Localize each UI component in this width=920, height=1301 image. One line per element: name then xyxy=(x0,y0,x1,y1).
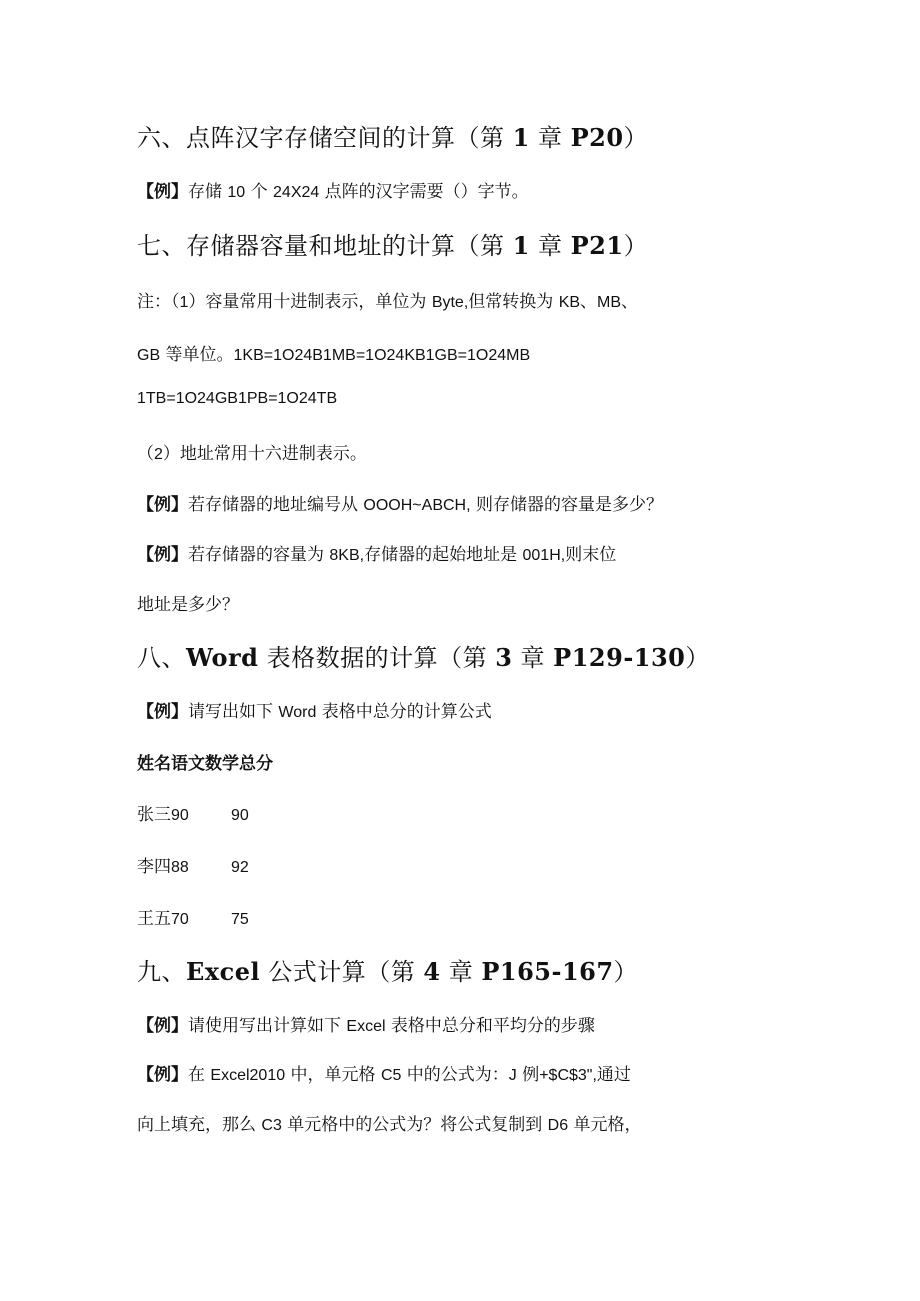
example-tag: 【例】 xyxy=(137,182,188,202)
heading-page: P21 xyxy=(570,231,624,260)
heading-text: ） xyxy=(685,644,710,672)
text: 地址是多少？ xyxy=(137,595,239,615)
row-score2: 92 xyxy=(231,859,249,876)
text: 存储器的起始地址是 xyxy=(364,545,523,565)
text: 点阵的汉字需要（）字节。 xyxy=(319,182,529,202)
text: 通过 xyxy=(596,1065,631,1085)
row-score2: 90 xyxy=(231,807,249,824)
section9-heading xyxy=(137,952,638,987)
heading-text: 六、点阵汉字存储空间的计算（第 xyxy=(137,124,513,152)
heading-text: 公式计算（第 xyxy=(260,958,424,986)
heading-text: 章 xyxy=(440,958,482,986)
text: 、 xyxy=(580,292,598,312)
text: KB xyxy=(558,294,581,311)
text: 表格中总分和平均分的步骤 xyxy=(385,1016,595,1036)
row-score1: 88 xyxy=(171,859,189,876)
row-name: 李四 xyxy=(137,857,171,877)
text: （ xyxy=(137,444,154,464)
text: ）地址常用十六进制表示。 xyxy=(162,444,367,464)
heading-text: 八、 xyxy=(137,644,186,672)
text: 1KB=1O24B1MB=1O24KB1GB=1O24MB xyxy=(233,347,531,364)
text: 存储 xyxy=(188,182,228,202)
text: 若存储器的地址编号从 xyxy=(188,495,364,515)
text: 例 xyxy=(516,1065,540,1085)
text: 姓名语文数学总分 xyxy=(137,754,273,774)
heading-text: ） xyxy=(623,232,649,260)
table-header xyxy=(137,749,273,774)
text: 8KB, xyxy=(329,547,365,564)
row-score1: 70 xyxy=(171,911,189,928)
text: C5 xyxy=(380,1067,402,1084)
heading-text: 章 xyxy=(529,232,571,260)
heading-text: 章 xyxy=(512,644,554,672)
text: 001H, xyxy=(522,547,566,564)
text: +$C$3", xyxy=(539,1067,597,1084)
heading-chapter: 3 xyxy=(495,643,513,672)
text: 个 xyxy=(245,182,274,202)
text: 等单位。 xyxy=(160,345,234,365)
section9-example2-cont xyxy=(137,1110,642,1135)
row-score2: 75 xyxy=(231,911,249,928)
text: D6 xyxy=(547,1117,569,1134)
heading-text: 七、存储器容量和地址的计算（第 xyxy=(137,232,513,260)
text: MB xyxy=(597,294,622,311)
text: 1 xyxy=(179,294,189,311)
text: Byte, xyxy=(431,294,469,311)
text: 在 xyxy=(188,1065,211,1085)
text: 、 xyxy=(621,292,639,312)
text: 1TB=1O24GB1PB=1O24TB xyxy=(137,390,338,407)
text: 2 xyxy=(154,446,163,463)
text: C3 xyxy=(261,1117,282,1134)
section7-example2-cont xyxy=(137,590,239,615)
text: 24X24 xyxy=(273,184,320,201)
example-tag: 【例】 xyxy=(137,1016,188,1036)
example-tag: 【例】 xyxy=(137,495,188,515)
text: 10 xyxy=(227,184,246,201)
heading-page: P165-167 xyxy=(481,957,614,986)
table-row xyxy=(137,852,249,877)
text: 中，单元格 xyxy=(285,1065,381,1085)
text: 单元格中的公式为？将公式复制到 xyxy=(281,1115,548,1135)
text: Excel xyxy=(346,1018,386,1035)
text: ）容量常用十进制表示，单位为 xyxy=(188,292,432,312)
heading-chapter: 1 xyxy=(512,231,530,260)
section9-example2 xyxy=(137,1060,631,1085)
section8-heading xyxy=(137,638,710,673)
heading-text: 章 xyxy=(529,124,571,152)
text: 请使用写出计算如下 xyxy=(188,1016,347,1036)
section7-note2 xyxy=(137,340,530,365)
section7-note3 xyxy=(137,388,337,408)
heading-text: ） xyxy=(623,124,649,152)
row-name: 王五 xyxy=(137,909,171,929)
text: J xyxy=(508,1067,517,1084)
heading-text: 表格数据的计算（第 xyxy=(258,644,496,672)
text: GB xyxy=(137,347,161,364)
table-row xyxy=(137,904,249,929)
row-name: 张三 xyxy=(137,805,171,825)
text: 单元格， xyxy=(568,1115,642,1135)
row-score1: 90 xyxy=(171,807,189,824)
text: 注：（ xyxy=(137,292,180,312)
section7-note1 xyxy=(137,287,638,312)
text: 请写出如下 xyxy=(188,702,279,722)
text: 若存储器的容量为 xyxy=(188,545,330,565)
text: Excel2010 xyxy=(210,1067,286,1084)
section7-note4 xyxy=(137,439,367,464)
text: 则末位 xyxy=(565,545,617,565)
text: 则存储器的容量是多少？ xyxy=(470,495,663,515)
section7-example2 xyxy=(137,540,616,565)
heading-chapter: 1 xyxy=(512,123,530,152)
example-tag: 【例】 xyxy=(137,545,188,565)
heading-chapter: 4 xyxy=(423,957,441,986)
text: Word xyxy=(278,704,317,721)
table-row xyxy=(137,800,249,825)
example-tag: 【例】 xyxy=(137,702,188,722)
section9-example1 xyxy=(137,1011,595,1036)
section6-heading xyxy=(137,118,648,153)
heading-text: 九、 xyxy=(137,958,186,986)
text: 中的公式为： xyxy=(401,1065,509,1085)
text: 但常转换为 xyxy=(468,292,559,312)
section7-heading xyxy=(137,226,648,261)
heading-page: P20 xyxy=(570,123,624,152)
section8-example xyxy=(137,697,492,722)
heading-text: ） xyxy=(613,958,639,986)
text: 表格中总分的计算公式 xyxy=(316,702,492,722)
heading-excel: Excel xyxy=(186,957,261,986)
heading-page: P129-130 xyxy=(553,643,686,672)
heading-word: Word xyxy=(186,643,259,672)
text: OOOH~ABCH, xyxy=(363,497,471,514)
section6-example xyxy=(137,177,529,202)
section7-example1 xyxy=(137,490,663,515)
text: 向上填充，那么 xyxy=(137,1115,262,1135)
example-tag: 【例】 xyxy=(137,1065,188,1085)
